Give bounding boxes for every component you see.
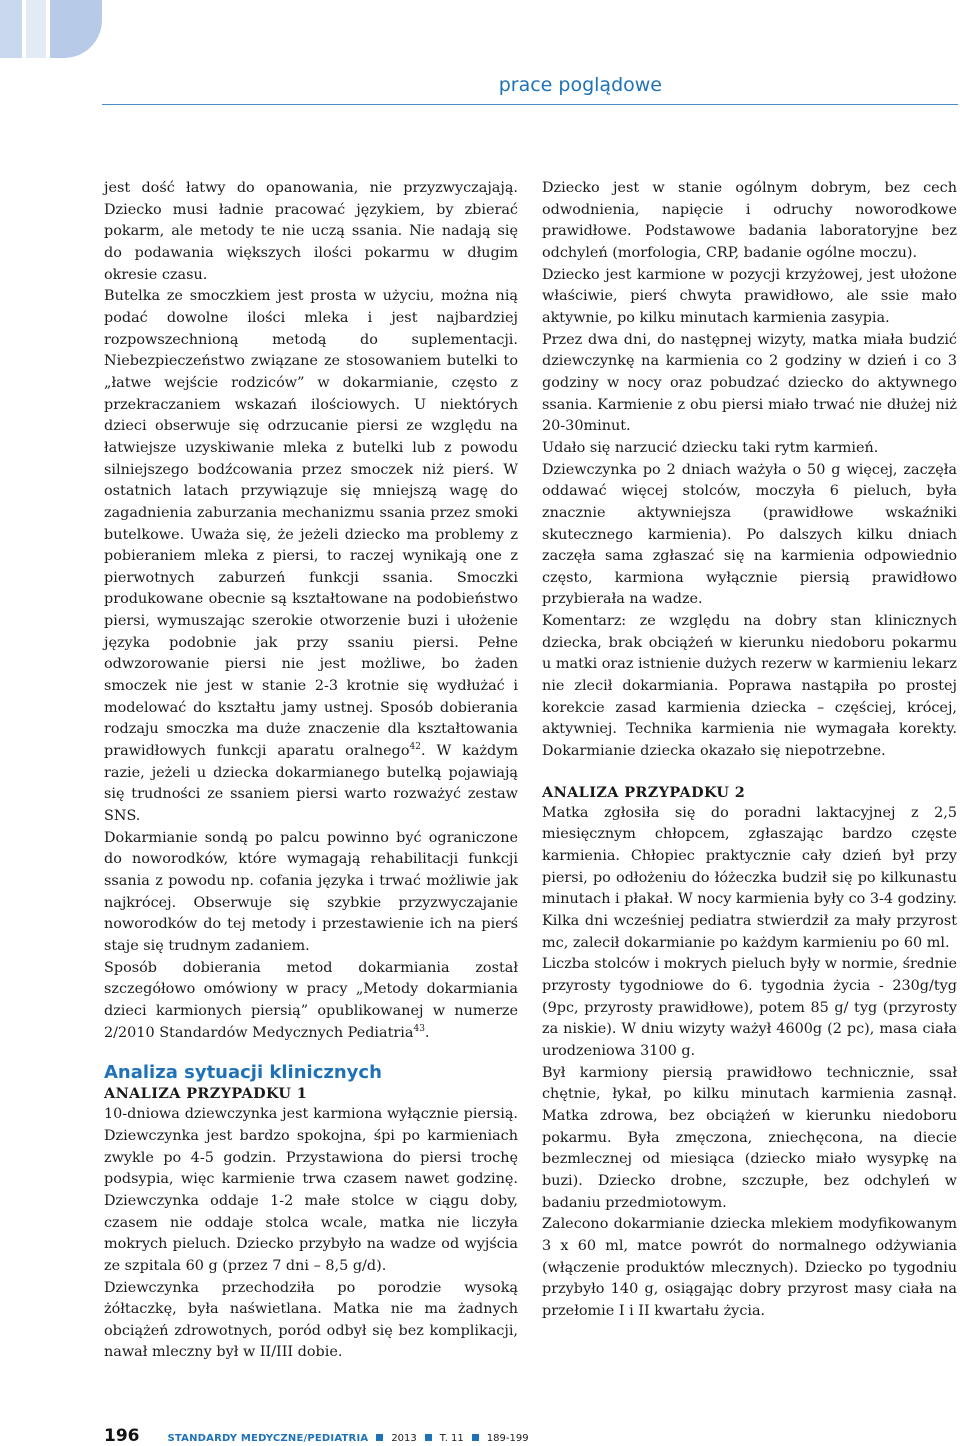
case-heading: ANALIZA PRZYPADKU 2: [542, 783, 746, 801]
page-footer: [104, 1426, 529, 1446]
body-paragraph: Matka zgłosiła się do poradni laktacyjnej z 2,5 miesięcznym chłopcem, zgłaszając bardzo częste karmienia. Chłopiec praktycznie cały dzień był przy piersi, po odłożeniu do łóżeczka budził się po kilkunastu minutach i płakał. W nocy karmienia były co 3-4 godziny. Kilka dni wcześniej pediatra stwierdził za mały przyrost mc, zalecił dokarmianie po każdym karmieniu po 60 ml.: [542, 804, 957, 951]
header-rule: [102, 104, 958, 105]
body-paragraph: Sposób dobierania metod dokarmiania został szczegółowo omówiony w pracy „Metody dokarmiania dzieci karmionych piersią” opublikowanej w numerze 2/2010 Standardów Medycznych Pediatria$^{43}$.: [104, 959, 518, 1041]
section-label: prace poglądowe: [498, 74, 662, 96]
journal-name: STANDARDY MEDYCZNE/PEDIATRIA: [167, 1433, 369, 1444]
right-column: [542, 178, 957, 1322]
header-decoration-tab: [50, 0, 102, 58]
body-paragraph: Komentarz: ze względu na dobry stan klinicznych dziecka, brak obciążeń w kierunku niedoboru pokarmu u matki oraz istnienie dużych rezerw w karmieniu lekarz nie zlecił dokarmiania. Poprawa nastąpiła po prostej korekcie zasad karmienia dziecka – częściej, krócej, aktywniej. Technika karmienia nie wymagała korekty. Dokarmianie dziecka okazało się niepotrzebne.: [542, 613, 957, 760]
square-bullet-icon: [376, 1434, 383, 1441]
citation-ref: 42: [409, 742, 421, 753]
body-paragraph: Dziewczynka przechodziła po porodzie wysoką żółtaczkę, była naświetlana. Matka nie ma żadnych obciążeń zdrowotnych, poród odbył się bez komplikacji, nawał mleczny był w II/III dobie.: [104, 1279, 518, 1361]
body-paragraph: Dziewczynka po 2 dniach ważyła o 50 g więcej, zaczęła oddawać więcej stolców, moczyła 6 pieluch, była znacznie aktywniejsza (prawidłowe wskaźniki skutecznego karmienia). Po dalszych kilku dniach zaczęła sama zgłaszać się na karmienia odpowiednio często, karmiona wyłącznie piersią prawidłowo przybierała na wadze.: [542, 461, 957, 608]
body-paragraph: 10-dniowa dziewczynka jest karmiona wyłącznie piersią. Dziewczynka jest bardzo spokojna, śpi po karmieniach zwykle po 4-5 godzin. Przystawiona do piersi trochę podsypia, więc karmienie trwa czasem nawet godzinę. Dziewczynka oddaje 1-2 małe stolce w ciągu doby, czasem nie oddaje stolca wcale, matka nie liczyła mokrych pieluch. Dziecko przybyło na wadze od wyjścia ze szpitala 60 g (przez 7 dni – 8,5 g/d).: [104, 1106, 518, 1274]
header-decoration-bar: [0, 0, 22, 58]
section-heading: Analiza sytuacji klinicznych: [104, 1062, 382, 1084]
body-paragraph: jest dość łatwy do opanowania, nie przyzwyczajają. Dziecko musi ładnie pracować językiem, by zbierać pokarm, ale metody te nie uczą ssania. Nie nadają się do podawania większych ilości pokarmu w długim okresie czasu.: [104, 180, 518, 283]
body-paragraph: Liczba stolców i mokrych pieluch były w normie, średnie przyrosty tygodniowe do 6. tygodnia życia - 230g/tyg (9pc, przyrosty prawidłowe), potem 85 g/ tyg (przyrosty za niskie). W dniu wizyty ważył 4600g (2 pc), masa ciała urodzeniowa 3100 g.: [542, 956, 957, 1059]
journal-volume: T. 11: [439, 1433, 464, 1444]
case-heading: ANALIZA PRZYPADKU 1: [104, 1085, 308, 1103]
citation-ref: 43: [413, 1023, 425, 1034]
square-bullet-icon: [472, 1434, 479, 1441]
left-column: [104, 178, 518, 1364]
page-number: 196: [104, 1426, 140, 1446]
header-decoration-bar: [26, 0, 46, 58]
body-paragraph: Dokarmianie sondą po palcu powinno być ograniczone do noworodków, które wymagają rehabilitacji funkcji ssania z powodu np. cofania języka i trwać możliwie jak najkrócej. Obserwuje się szybkie przyzwyczajanie noworodków do tej metody i przestawienie ich na pierś staje się trudnym zadaniem.: [104, 829, 518, 954]
body-paragraph: Zalecono dokarmianie dziecka mlekiem modyfikowanym 3 x 60 ml, matce powrót do normalnego odżywiania (włączenie produktów mlecznych). Dziecko po tygodniu przybyło 140 g, osiągając dobry przyrost masy ciała na przełomie I i II kwartału życia.: [542, 1216, 957, 1319]
body-paragraph: Był karmiony piersią prawidłowo technicznie, ssał chętnie, łykał, po kilku minutach karmienia zasnął. Matka zdrowa, bez obciążeń w kierunku niedoboru pokarmu. Była zmęczona, zniechęcona, na diecie bezmlecznej od miesiąca (dziecko miało wysypkę na buzi). Dziecko drobne, szczupłe, bez odchyleń w badaniu przedmiotowym.: [542, 1064, 957, 1211]
square-bullet-icon: [425, 1434, 432, 1441]
body-paragraph: Przez dwa dni, do następnej wizyty, matka miała budzić dziewczynkę na karmienia co 2 godziny w dzień i co 3 godziny w nocy oraz pobudzać dziecko do aktywnego ssania. Karmienie z obu piersi miało trwać nie dłużej niż 20-30minut.: [542, 331, 957, 435]
body-paragraph: Udało się narzucić dziecku taki rytm karmień.: [542, 439, 879, 456]
body-paragraph: Dziecko jest w stanie ogólnym dobrym, bez cech odwodnienia, napięcie i odruchy noworodkowe prawidłowe. Podstawowe badania laboratoryjne bez odchyleń (morfologia, CRP, badanie ogólne moczu).: [542, 180, 957, 261]
journal-pages: 189-199: [486, 1433, 529, 1444]
journal-year: 2013: [391, 1433, 417, 1444]
body-paragraph: Dziecko jest karmione w pozycji krzyżowej, jest ułożone właściwie, pierś chwyta prawidłowo, ale ssie mało aktywnie, po kilku minutach karmienia zasypia.: [542, 266, 957, 326]
body-paragraph: Butelka ze smoczkiem jest prosta w użyciu, można nią podać dowolne ilości mleka i jest najbardziej rozpowszechnioną metodą do suplementacji. Niebezpieczeństwo związane ze stosowaniem butelki to „łatwe wejście rodziców” w dokarmianie, często z przekraczaniem wskazań ilościowych. U niektórych dzieci obserwuje się odrzucanie piersi ze względu na łatwiejsze uzyskiwanie mleka z butelki lub z powodu silniejszego bodźcowania przez smoczek niż pierś. W ostatnich latach przywiązuje się mniejszą wagę do zagadnienia zaburzania mechanizmu ssania przez smoki butelkowe. Uważa się, że jeżeli dziecko ma problemy z pobieraniem mleka z piersi, to raczej wynikają one z pierwotnych zaburzeń funkcji ssania. Smoczki produkowane obecnie są kształtowane na podobieństwo piersi, wymuszając szerokie otworzenie buzi i ułożenie języka podobnie jak przy ssaniu piersi. Pełne odwzorowanie piersi nie jest możliwe, bo żaden smoczek nie jest w stanie 2-3 krotnie się wydłużać i modelować do kształtu jamy ustnej. Sposób dobierania rodzaju smoczka ma duże znaczenie dla kształtowania prawidłowych funkcji aparatu oralnego$^{42}$. W każdym razie, jeżeli u dziecka dokarmianego butelką pojawiają się trudności ze ssaniem piersi warto rozważyć zestaw SNS.: [104, 288, 519, 825]
